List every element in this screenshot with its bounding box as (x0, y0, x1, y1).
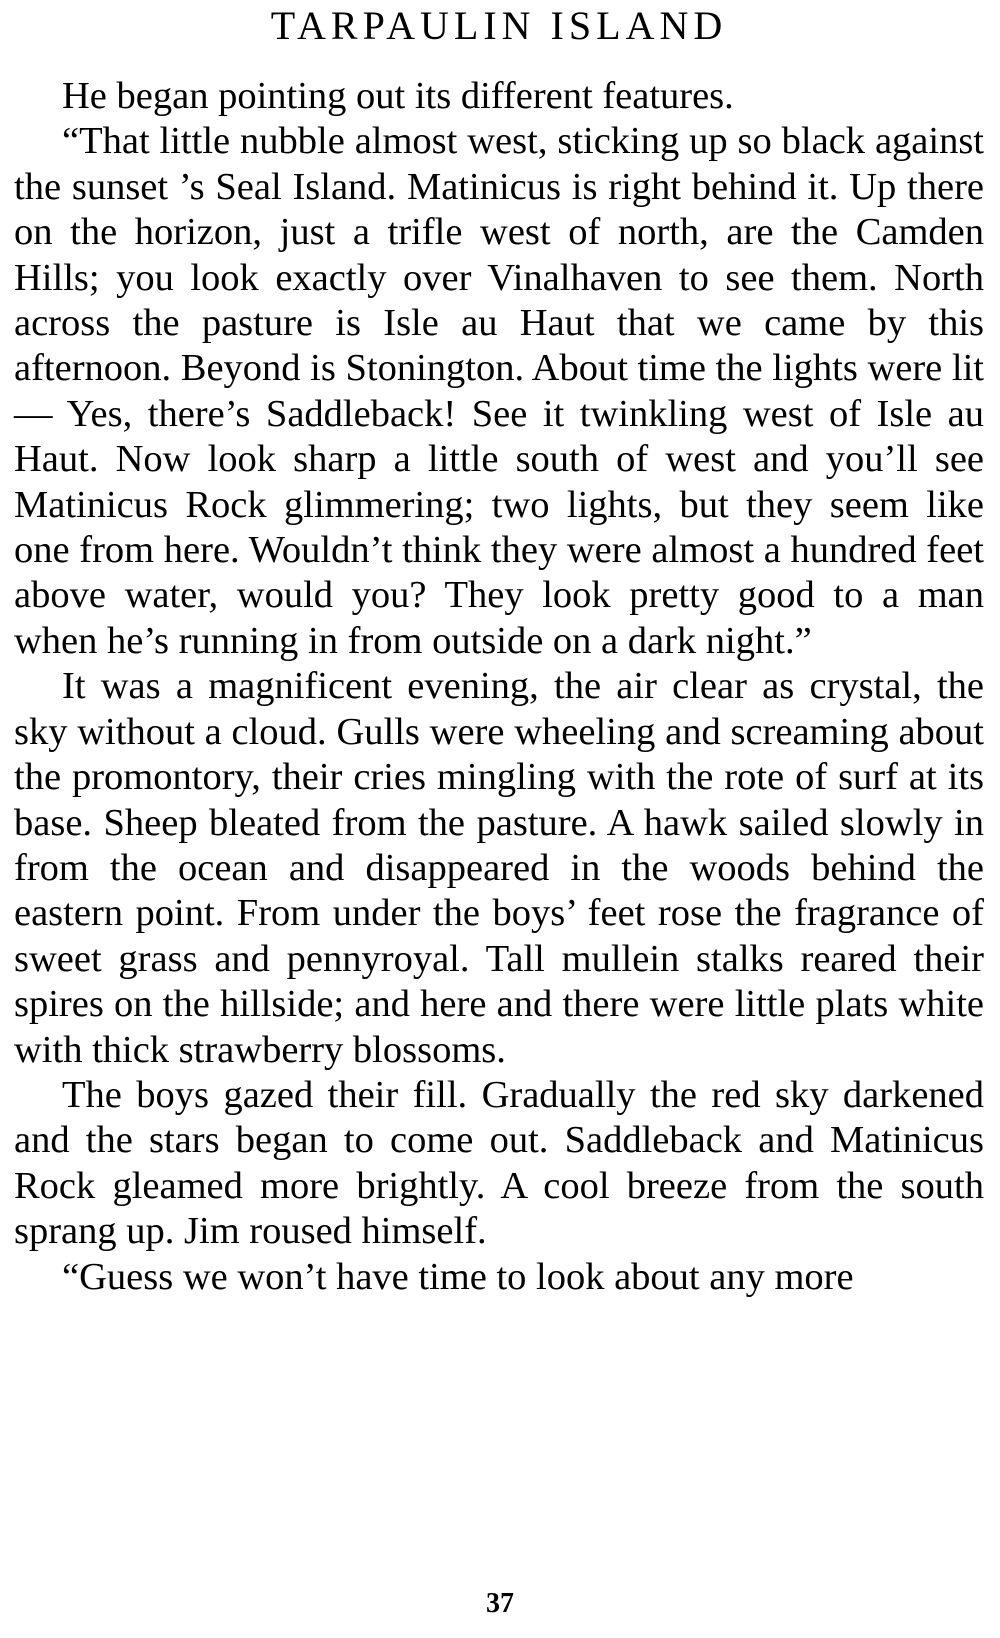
paragraph-4: The boys gazed their fill. Gradually the red sky darkened and the stars began to come out. Saddleback and Matinicus Rock gleamed more brightly. A cool breeze from the south sprang up. Jim roused himself. (14, 1073, 984, 1253)
page-number: 37 (486, 1588, 514, 1619)
paragraph-3: It was a magnificent evening, the air clear as crystal, the sky without a cloud. Gulls were wheeling and screaming about the promontory, their cries mingling with the rote of surf at its base. Sheep bleated from the pasture. A hawk sailed slowly in from the ocean and disappeared in the woods behind the eastern point. From under the boys’ feet rose the fragrance of sweet grass and pennyroyal. Tall mullein stalks reared their spires on the hillside; and here and there were little plats white with thick strawberry blossoms. (14, 665, 984, 1071)
body-text (14, 74, 984, 1300)
paragraph-5: “Guess we won’t have time to look about any more (62, 1255, 854, 1298)
paragraph-2: “That little nubble almost west, sticking up so black against the sunset ’s Seal Island. Matinicus is right behind it. Up there on the horizon, just a trifle west of north, are the Camden Hills; you look exactly over Vinalhaven to see them. North across the pasture is Isle au Haut that we came by this afternoon. Beyond is Stonington. About time the lights were lit— Yes, there’s Saddleback! See it twinkling west of Isle au Haut. Now look sharp a little south of west and you’ll see Matinicus Rock glimmering; two lights, but they seem like one from here. Wouldn’t think they were almost a hundred feet above water, would you? They look pretty good to a man when he’s running in from outside on a dark night.” (14, 120, 984, 662)
paragraph-1: He began pointing out its different features. (62, 75, 734, 117)
running-head: TARPAULIN ISLAND (270, 3, 728, 48)
